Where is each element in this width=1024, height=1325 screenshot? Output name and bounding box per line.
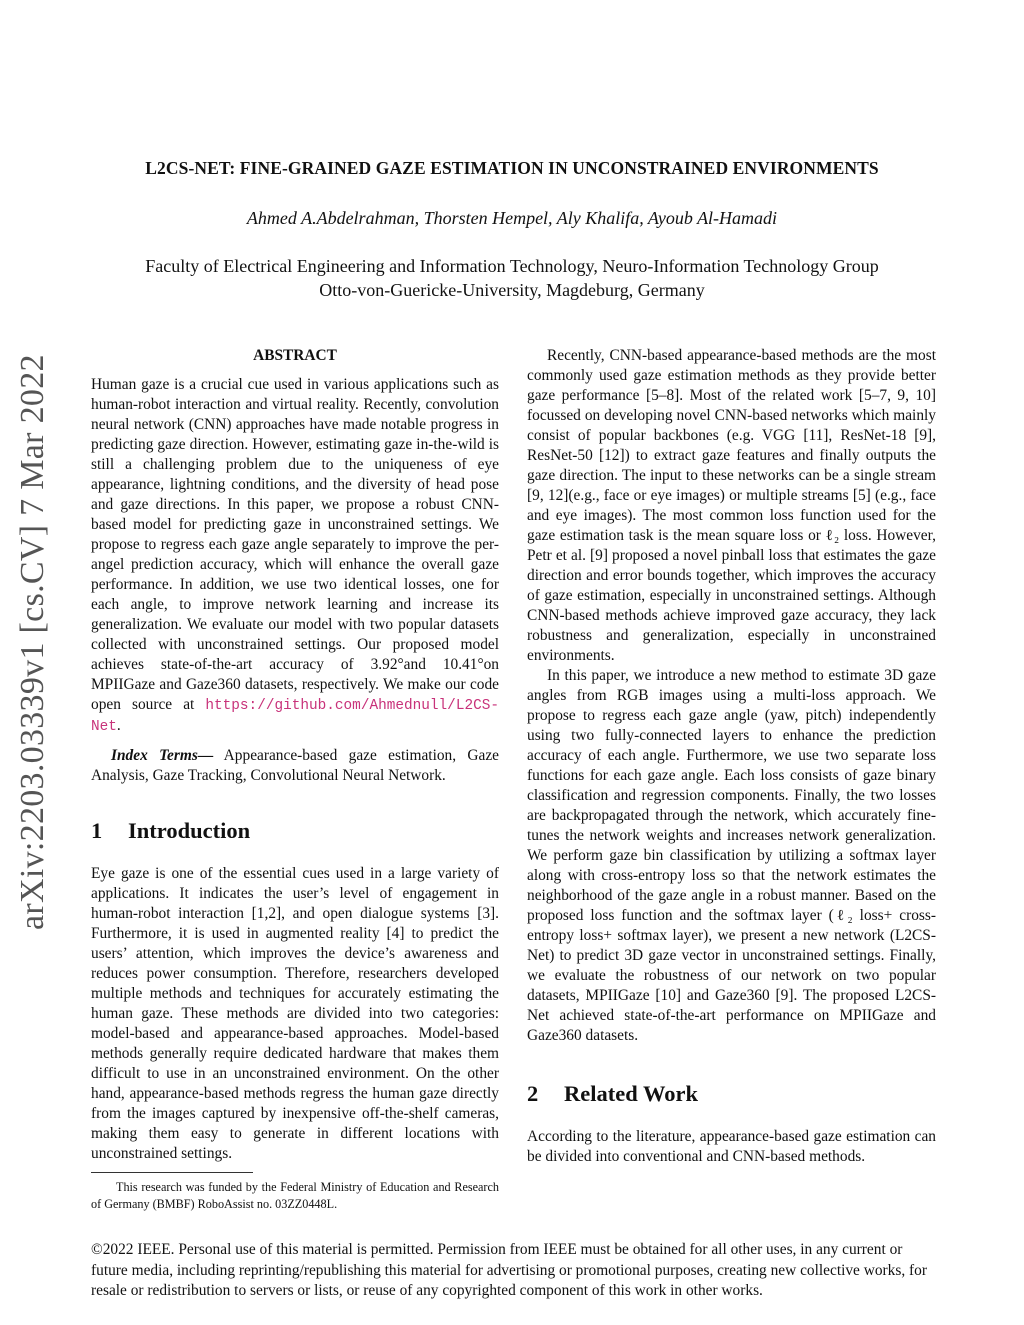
index-terms-label: Index Terms— <box>111 747 214 764</box>
intro-paragraph-3: In this paper, we introduce a new method to estimate 3D gaze angles from RGB images using a multi-loss approach. We propose to regress each gaze angle (yaw, pitch) independently using two fully-connected layers to enhance the prediction accuracy of each angle. Furthermore, we use two separate loss functions for each gaze angle. Each loss consists of gaze binary classification and regression components. Finally, the two losses are backpropagated through the network, which accurately fine-tunes the network weights and increases network generalization. We perform gaze bin classification by utilizing a softmax layer along with cross-entropy loss so that the network estimates the neighborhood of the gaze angle in a robust manner. Based on the proposed loss function and the softmax layer (ℓ₂ loss+ cross-entropy loss+ softmax layer), we present a new network (L2CS-Net) to predict 3D gaze vector in unconstrained settings. Finally, we evaluate the robustness of our network on two popular datasets, MPIIGaze [10] and Gaze360 [9]. The proposed L2CS-Net achieved state-of-the-art performance on MPIIGaze and Gaze360 datasets. <box>527 667 936 1044</box>
right-column <box>527 346 936 1167</box>
copyright-notice: ©2022 IEEE. Personal use of this material is permitted. Permission from IEEE must be obtained for all other uses, in any current or future media, including reprinting/republishing this material for advertising or promotional purposes, creating new collective works, for resale or redistribution to servers or lists, or reuse of any copyrighted component of this work in other works. <box>91 1241 928 1299</box>
related-work-heading <box>527 1080 936 1108</box>
footnote-divider <box>91 1172 253 1173</box>
affiliation-line-1: Faculty of Electrical Engineering and Information Technology, Neuro-Information Technology Group <box>145 256 879 276</box>
left-column <box>91 346 499 1164</box>
section-number: 2 <box>527 1081 539 1106</box>
section-number: 1 <box>91 818 103 843</box>
section-title: Introduction <box>128 818 251 843</box>
author-list: Ahmed A.Abdelrahman, Thorsten Hempel, Aly Khalifa, Ayoub Al-Hamadi <box>246 208 778 228</box>
introduction-heading <box>91 817 499 845</box>
related-work-paragraph-1: According to the literature, appearance-based gaze estimation can be divided into conventional and CNN-based methods. <box>527 1128 936 1165</box>
affiliation-line-2: Otto-von-Guericke-University, Magdeburg, Germany <box>319 279 705 300</box>
paper-title: L2CS-NET: FINE-GRAINED GAZE ESTIMATION IN UNCONSTRAINED ENVIRONMENTS <box>145 158 879 178</box>
index-terms-text: Appearance-based gaze estimation, Gaze Analysis, Gaze Tracking, Convolutional Neural Network. <box>91 747 499 784</box>
arxiv-identifier-stamp: arXiv:2203.03339v1 [cs.CV] 7 Mar 2022 <box>14 354 51 930</box>
intro-paragraph-2: Recently, CNN-based appearance-based methods are the most commonly used gaze estimation methods as they provide better gaze performance [5–8]. Most of the related work [5–7, 9, 10] focussed on developing novel CNN-based networks which mainly consist of popular backbones (e.g. VGG [11], ResNet-18 [9], ResNet-50 [12]) to extract gaze features and finally outputs the gaze direction. The input to these networks can be a single stream [9, 12](e.g., face or eye images) or multiple streams [5] (e.g., face and eye images). The most common loss function used for the gaze estimation task is the mean square loss or ℓ₂ loss. However, Petr et al. [9] proposed a novel pinball loss that estimates the gaze direction and error bounds together, which improves the accuracy of gaze estimation, especially in unconstrained settings. Although CNN-based methods achieve improved gaze accuracy, they lack robustness and generalization, especially in unconstrained environments. <box>527 347 936 664</box>
abstract-text: Human gaze is a crucial cue used in various applications such as human-robot interaction and virtual reality. Recently, convolution neural network (CNN) approaches have made notable progress in predicting gaze direction. However, estimating gaze in-the-wild is still a challenging problem due to the uniqueness of eye appearance, lightning conditions, and the diversity of head pose and gaze directions. In this paper, we propose a robust CNN-based model for predicting gaze in unconstrained settings. We propose to regress each gaze angle separately to improve the per-angel prediction accuracy, which will enhance the overall gaze performance. In addition, we use two identical losses, one for each angle, to improve network learning and increase its generalization. We evaluate our model with two popular datasets collected with unconstrained settings. Our proposed model achieves state-of-the-art accuracy of 3.92°and 10.41°on MPIIGaze and Gaze360 datasets, respectively. We make our code open source at <box>91 376 499 713</box>
funding-footnote: This research was funded by the Federal Ministry of Education and Research of Germany (BMBF) RoboAssist no. 03ZZ0448L. <box>91 1180 499 1211</box>
section-title: Related Work <box>564 1081 698 1106</box>
index-terms <box>91 746 499 786</box>
abstract-body <box>91 375 499 737</box>
abstract-heading: ABSTRACT <box>253 347 337 364</box>
abstract-link-end: . <box>116 717 121 734</box>
affiliation <box>60 255 964 302</box>
intro-paragraph-1: Eye gaze is one of the essential cues used in a large variety of applications. It indicates the user’s level of engagement in human-robot interaction [1,2], and open dialogue systems [3]. Furthermore, it is used in augmented reality [4] to predict the users’ attention, which improves the device’s awareness and reduces power consumption. Therefore, researchers developed multiple methods and techniques for accurately estimating the human gaze. These methods are divided into two categories: model-based and appearance-based approaches. Model-based methods generally require dedicated hardware that makes them difficult to use in an unconstrained environment. On the other hand, appearance-based methods regress the human gaze directly from the images captured by inexpensive off-the-shelf cameras, making them easy to generate in different locations with unconstrained settings. <box>91 865 499 1162</box>
code-repository-link[interactable]: https://github.com/Ahmednull/L2CS-Net <box>91 698 499 735</box>
